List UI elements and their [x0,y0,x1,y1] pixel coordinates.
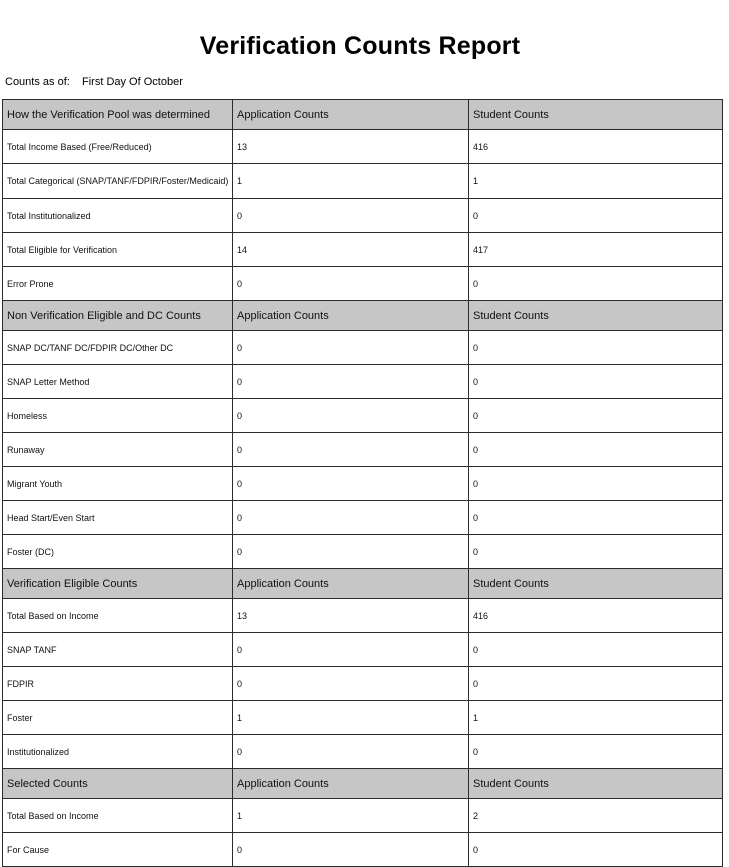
student-count: 417 [469,233,723,267]
row-label: Total Based on Income [3,799,233,833]
student-count: 0 [469,735,723,769]
table-row [3,467,723,501]
row-label: Error Prone [3,267,233,301]
application-count: 0 [233,399,469,433]
section-header-row [3,569,723,599]
report-title: Verification Counts Report [199,32,521,60]
application-count: 13 [233,599,469,633]
section-header-row [3,100,723,130]
counts-as-of [5,76,183,88]
row-label: SNAP Letter Method [3,365,233,399]
application-count: 0 [233,501,469,535]
application-count: 0 [233,667,469,701]
row-label: SNAP DC/TANF DC/FDPIR DC/Other DC [3,331,233,365]
application-count: 1 [233,701,469,735]
row-label: FDPIR [3,667,233,701]
table-row [3,331,723,365]
table-row [3,399,723,433]
row-label: Total Income Based (Free/Reduced) [3,130,233,164]
application-count: 1 [233,799,469,833]
student-counts-header: Student Counts [469,100,723,130]
section-header-row [3,301,723,331]
section-header-row [3,769,723,799]
student-count: 0 [469,501,723,535]
application-count: 0 [233,331,469,365]
table-row [3,130,723,164]
student-count: 0 [469,199,723,233]
table-row [3,433,723,467]
table-row [3,633,723,667]
row-label: Total Institutionalized [3,199,233,233]
application-counts-header: Application Counts [233,100,469,130]
section-title: Selected Counts [3,769,233,799]
student-counts-header: Student Counts [469,769,723,799]
application-count: 0 [233,365,469,399]
table-row [3,535,723,569]
table-row [3,501,723,535]
row-label: For Cause [3,833,233,867]
verification-counts-table [2,99,723,867]
table-row [3,164,723,199]
application-count: 0 [233,199,469,233]
application-counts-header: Application Counts [233,769,469,799]
student-count: 0 [469,667,723,701]
student-count: 0 [469,467,723,501]
row-label: Foster (DC) [3,535,233,569]
row-label: SNAP TANF [3,633,233,667]
table-row [3,667,723,701]
row-label: Homeless [3,399,233,433]
student-count: 416 [469,130,723,164]
application-count: 0 [233,433,469,467]
student-count: 1 [469,701,723,735]
table-row [3,833,723,867]
table-row [3,735,723,769]
table-row [3,799,723,833]
row-label: Migrant Youth [3,467,233,501]
application-count: 1 [233,164,469,199]
student-count: 0 [469,365,723,399]
section-title: Non Verification Eligible and DC Counts [3,301,233,331]
table-row [3,599,723,633]
row-label: Runaway [3,433,233,467]
counts-as-of-label: Counts as of: [5,76,70,88]
table-row [3,365,723,399]
table-row [3,233,723,267]
table-row [3,701,723,735]
application-count: 0 [233,833,469,867]
row-label: Total Eligible for Verification [3,233,233,267]
student-counts-header: Student Counts [469,301,723,331]
application-count: 14 [233,233,469,267]
application-count: 13 [233,130,469,164]
student-count: 0 [469,399,723,433]
application-count: 0 [233,267,469,301]
application-count: 0 [233,735,469,769]
student-counts-header: Student Counts [469,569,723,599]
student-count: 1 [469,164,723,199]
application-counts-header: Application Counts [233,301,469,331]
row-label: Total Based on Income [3,599,233,633]
student-count: 416 [469,599,723,633]
application-counts-header: Application Counts [233,569,469,599]
application-count: 0 [233,467,469,501]
row-label: Foster [3,701,233,735]
section-title: How the Verification Pool was determined [3,100,233,130]
row-label: Institutionalized [3,735,233,769]
student-count: 0 [469,833,723,867]
application-count: 0 [233,535,469,569]
student-count: 0 [469,331,723,365]
section-title: Verification Eligible Counts [3,569,233,599]
student-count: 0 [469,267,723,301]
student-count: 0 [469,433,723,467]
table-row [3,267,723,301]
row-label: Total Categorical (SNAP/TANF/FDPIR/Foster/Medicaid) [3,164,233,199]
row-label: Head Start/Even Start [3,501,233,535]
student-count: 0 [469,633,723,667]
counts-as-of-value: First Day Of October [82,76,183,88]
application-count: 0 [233,633,469,667]
student-count: 0 [469,535,723,569]
table-row [3,199,723,233]
student-count: 2 [469,799,723,833]
